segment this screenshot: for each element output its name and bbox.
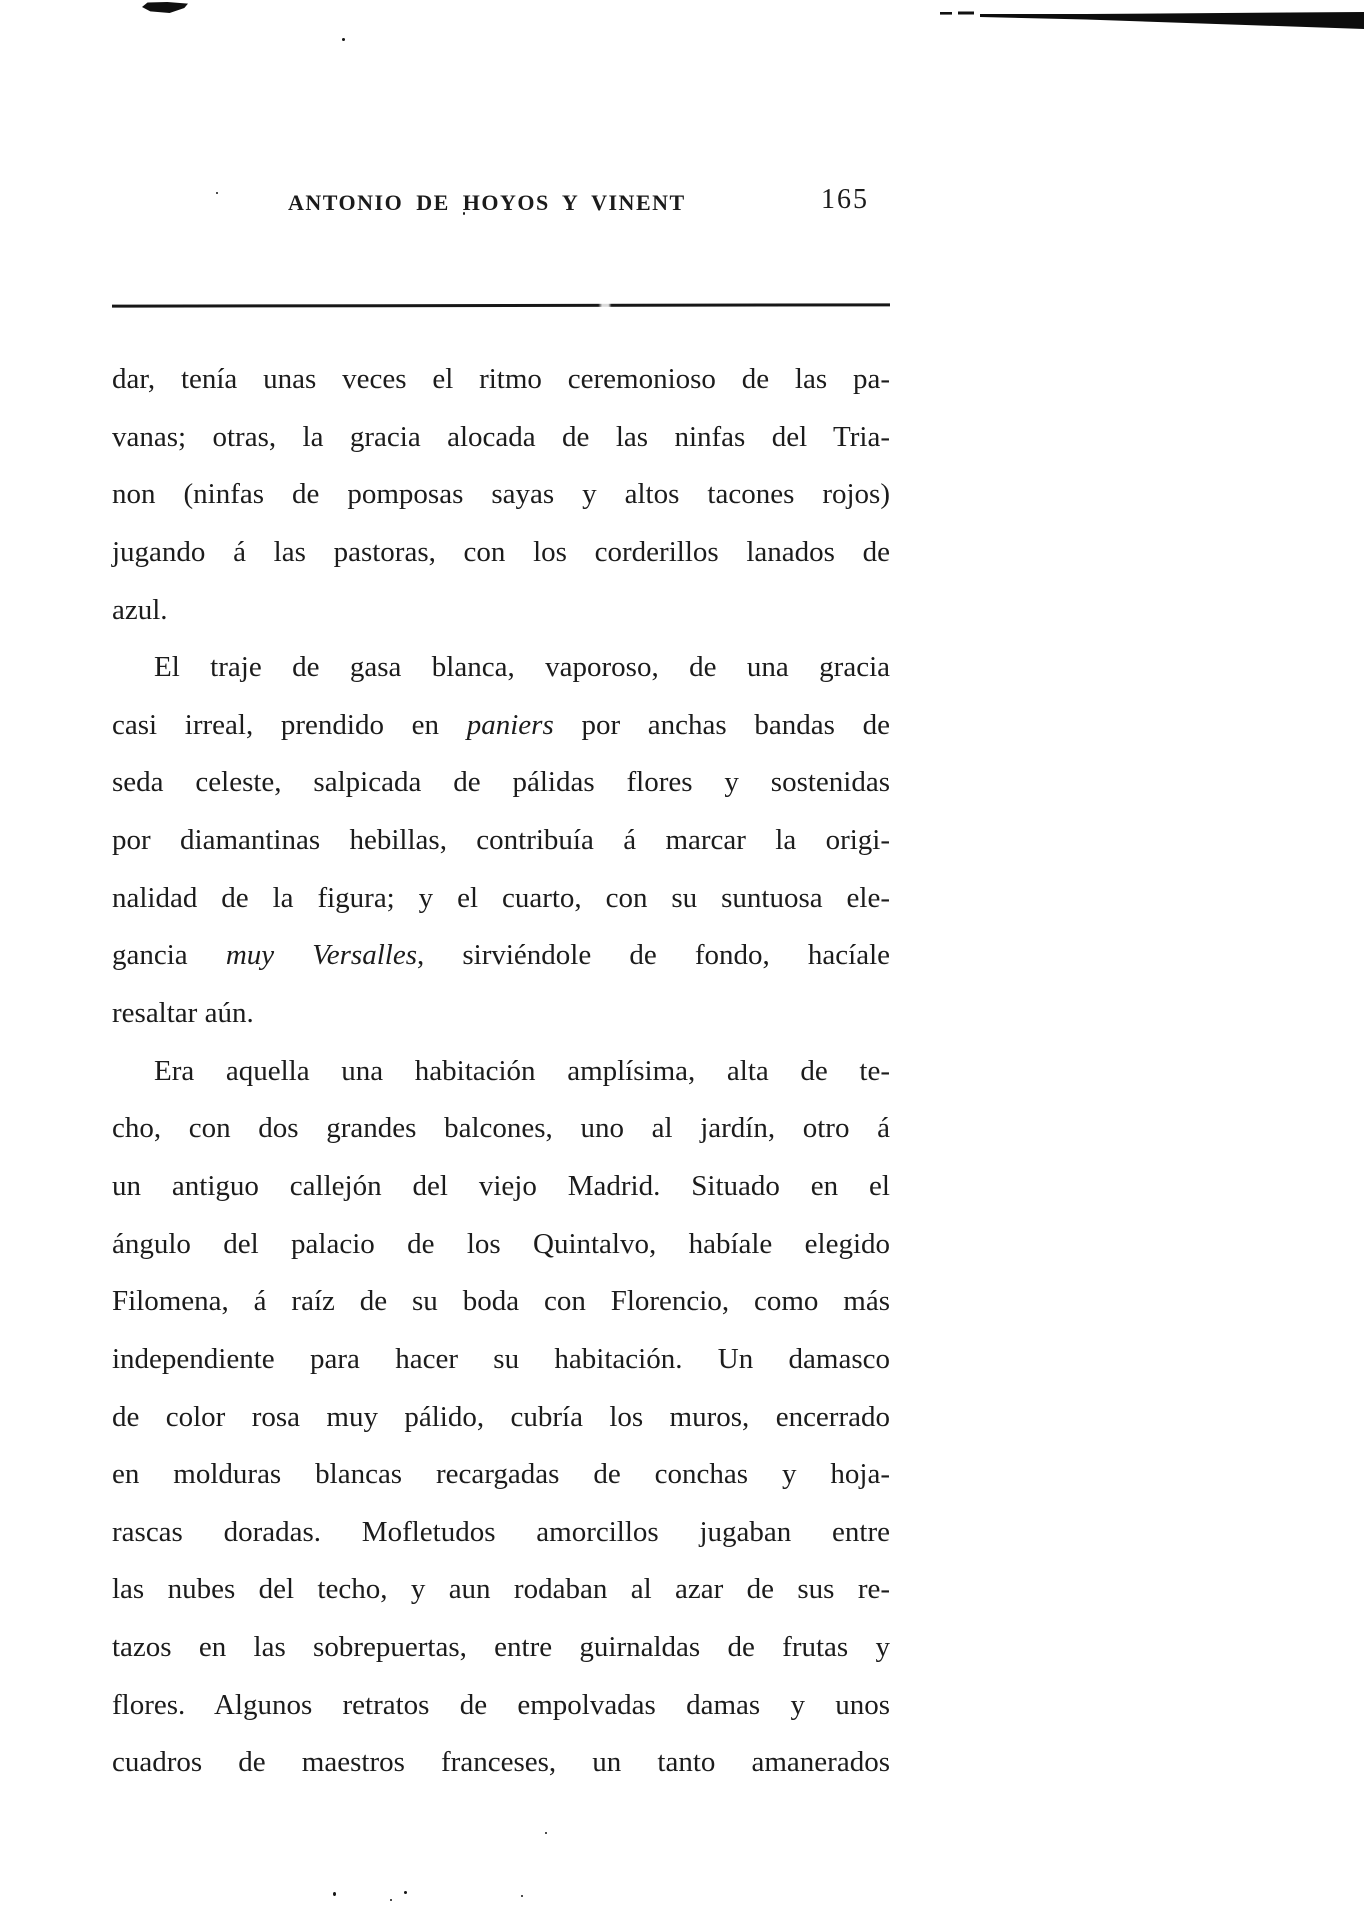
text-line	[112, 985, 890, 1043]
text-line	[112, 1734, 890, 1792]
text-line	[112, 812, 890, 870]
text-segment: El traje de gasa blanca, vaporoso, de una gracia	[154, 651, 890, 684]
text-line	[112, 582, 890, 640]
text-segment: rascas doradas. Mofletudos amorcillos jugaban entre	[112, 1515, 890, 1548]
text-line	[112, 1389, 890, 1447]
text-line	[112, 1619, 890, 1677]
text-line	[112, 409, 890, 467]
text-segment: gancia	[112, 939, 226, 972]
text-segment: Filomena, á raíz de su boda con Florencio, como más	[112, 1285, 890, 1318]
text-segment: Era aquella una habitación amplísima, alta de te-	[154, 1054, 890, 1087]
text-segment: cho, con dos grandes balcones, uno al jardín, otro á	[112, 1112, 890, 1145]
text-line	[112, 1446, 890, 1504]
text-segment: , sirviéndole de fondo, hacíale	[416, 939, 891, 972]
running-title: ANTONIO DE HOYOS Y VINENT	[288, 190, 686, 215]
text-segment: por diamantinas hebillas, contribuía á marcar la origi-	[112, 824, 890, 857]
text-segment: seda celeste, salpicada de pálidas flores y sostenidas	[112, 766, 890, 799]
text-segment: por anchas bandas de	[553, 708, 890, 741]
text-line	[112, 1273, 890, 1331]
scan-speck	[333, 1892, 336, 1896]
text-line	[112, 870, 890, 928]
text-segment: vanas; otras, la gracia alocada de las ninfas del Tria-	[112, 420, 890, 453]
text-segment: ángulo del palacio de los Quintalvo, habíale elegido	[112, 1227, 890, 1260]
scan-ink-blob-top-left	[142, 2, 188, 13]
text-segment: las nubes del techo, y aun rodaban al azar de sus re-	[112, 1573, 890, 1606]
page-number: 165	[821, 184, 869, 215]
text-segment: independiente para hacer su habitación. Un damasco	[112, 1342, 890, 1375]
text-segment: casi irreal, prendido en	[112, 708, 467, 741]
text-segment: cuadros de maestros franceses, un tanto amanerados	[112, 1746, 890, 1779]
scan-smudge-top-right	[936, 3, 1364, 35]
scan-speck	[342, 38, 345, 41]
text-block	[112, 351, 890, 1792]
italic-text-segment: muy Versalles	[225, 939, 417, 972]
italic-text-segment: paniers	[466, 708, 554, 741]
text-line	[112, 639, 890, 697]
text-segment: en molduras blancas recargadas de conchas y hoja-	[112, 1458, 890, 1491]
text-segment: un antiguo callejón del viejo Madrid. Situado en el	[112, 1169, 890, 1202]
text-segment: de color rosa muy pálido, cubría los muros, encerrado	[112, 1400, 890, 1433]
text-line	[112, 1158, 890, 1216]
scan-speck	[390, 1899, 392, 1901]
text-segment: azul.	[112, 593, 168, 626]
text-segment: tazos en las sobrepuertas, entre guirnaldas de frutas y	[112, 1631, 890, 1664]
text-line	[112, 754, 890, 812]
text-line	[112, 697, 890, 755]
text-line	[112, 1561, 890, 1619]
text-line	[112, 1043, 890, 1101]
text-line	[112, 466, 890, 524]
scan-speck	[545, 1832, 547, 1834]
text-segment: nalidad de la figura; y el cuarto, con su suntuosa ele-	[112, 881, 890, 914]
scan-speck	[404, 1891, 407, 1894]
text-line	[112, 1331, 890, 1389]
header-rule	[112, 303, 890, 307]
scan-speck	[216, 192, 218, 194]
text-line	[112, 524, 890, 582]
text-segment: non (ninfas de pomposas sayas y altos tacones rojos)	[112, 478, 890, 511]
text-segment: dar, tenía unas veces el ritmo ceremonioso de las pa-	[112, 363, 890, 395]
text-line	[112, 1504, 890, 1562]
text-line	[112, 1100, 890, 1158]
text-line	[112, 351, 890, 409]
text-line	[112, 1677, 890, 1735]
text-segment: jugando á las pastoras, con los corderillos lanados de	[112, 535, 890, 568]
text-segment: flores. Algunos retratos de empolvadas damas y unos	[112, 1688, 890, 1721]
text-line	[112, 927, 890, 985]
text-line	[112, 1216, 890, 1274]
scan-speck	[521, 1895, 523, 1897]
text-segment: resaltar aún.	[112, 997, 254, 1030]
